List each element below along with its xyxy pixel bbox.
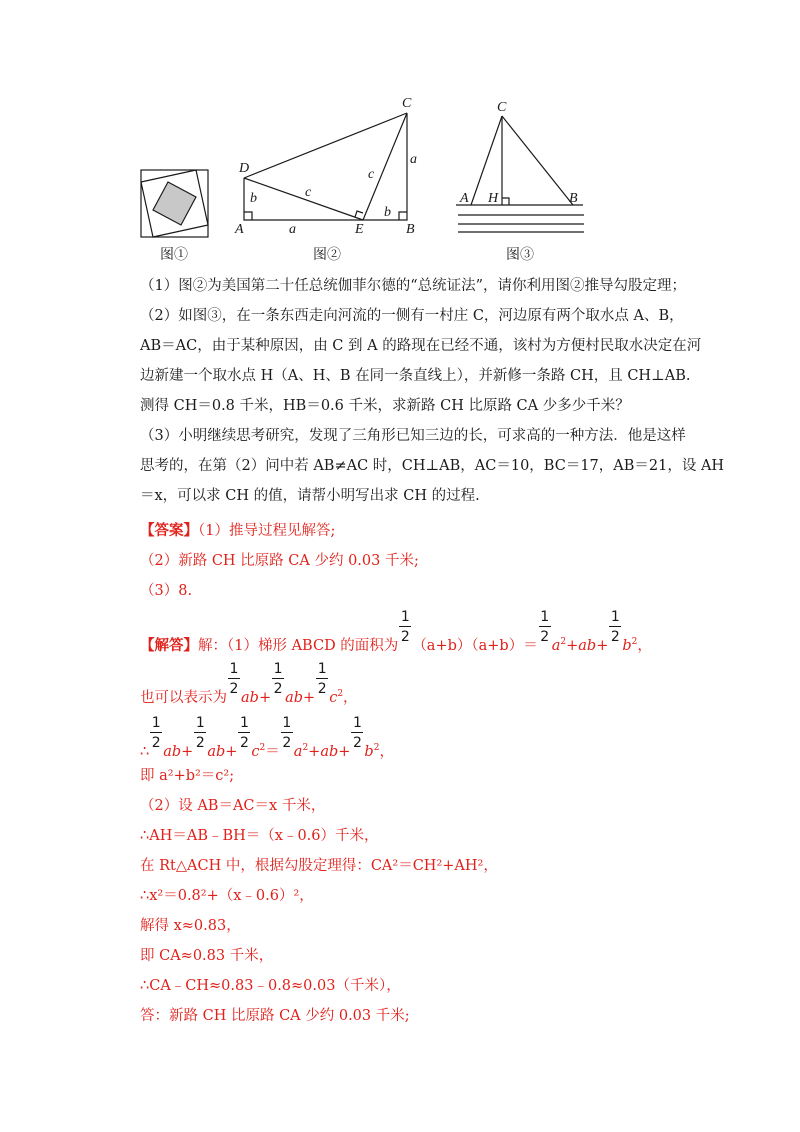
question-part-2-line-4: 测得 CH＝0.8 千米，HB＝0.6 千米，求新路 CH 比原路 CA 少多少千米？	[140, 398, 630, 414]
fig2-side-b-left: b	[250, 191, 257, 206]
solution-5: （2）设 AB＝AC＝x 千米，	[140, 798, 326, 814]
fig2-side-c-ec: c	[368, 167, 375, 182]
fraction-half: $\frac{1}{2}$	[273, 661, 283, 697]
solution-1-pre: 解：（1）梯形 ABCD 的面积为	[198, 638, 399, 654]
fig2-side-c-de: c	[305, 185, 312, 200]
fig2-point-e: E	[355, 222, 364, 237]
fig3-point-a: A	[460, 191, 469, 206]
answer-tag: 【答案】	[140, 522, 198, 539]
question-part-3-line-1: （3）小明继续思考研究，发现了三角形已知三边的长，可求高的一种方法．他是这样	[140, 428, 686, 444]
solution-12: 答：新路 CH 比原路 CA 少约 0.03 千米;	[140, 1008, 410, 1024]
question-part-2-line-1: （2）如图③，在一条东西走向河流的一侧有一村庄 C，河边原有两个取水点 A、B，	[140, 308, 684, 324]
question-part-2-line-2: AB＝AC，由于某种原因，由 C 到 A 的路现在已经不通，该村为方便村民取水决定在河	[140, 338, 702, 354]
fig2-point-d: D	[239, 161, 250, 176]
solution-10: 即 CA≈0.83 千米，	[140, 948, 274, 964]
solution-tag: 【解答】	[140, 637, 198, 654]
fig2-side-a-right: a	[410, 152, 417, 167]
solution-line-2: 也可以表示为 $\frac{1}{2}$ ab+ $\frac{1}{2}$ ab+ $\frac{1}{2}$ $c^2$，	[140, 661, 358, 706]
solution-4: 即 a²+b²＝c²;	[140, 768, 235, 784]
solution-8: ∴x²＝0.8²+（x﹣0.6）²，	[140, 888, 314, 904]
solution-line-3: ∴ $\frac{1}{2}$ ab+ $\frac{1}{2}$ ab+ $\frac{1}{2}$ $c^2=$ $\frac{1}{2}$ $a^2+ab+$ $\frac{1}{2}$ $b^2$，	[140, 715, 394, 760]
question-part-1: （1）图②为美国第二十任总统伽菲尔德的“总统证法”，请你利用图②推导勾股定理；	[140, 278, 687, 294]
answer-3: （3）8.	[140, 583, 193, 599]
fig3-point-h: H	[488, 191, 499, 206]
solution-9: 解得 x≈0.83，	[140, 918, 241, 934]
figure-2-caption: 图②	[313, 247, 341, 263]
figures-area	[0, 0, 800, 270]
fig3-point-c: C	[497, 100, 507, 115]
question-part-3-line-2: 思考的，在第（2）问中若 AB≠AC 时，CH⊥AB，AC＝10，BC＝17，AB＝21，设 AH	[140, 458, 725, 474]
solution-7: 在 Rt△ACH 中，根据勾股定理得：CA²＝CH²+AH²，	[140, 858, 498, 874]
solution-1-mid: （a+b）（a+b）＝	[412, 638, 538, 654]
fig2-point-c: C	[402, 96, 412, 111]
question-part-2-line-3: 边新建一个取水点 H（A、H、B 在同一条直线上），并新修一条路 CH，且 CH⊥AB.	[140, 368, 691, 384]
figure-1-caption: 图①	[160, 247, 188, 263]
figures-svg	[0, 0, 800, 270]
fraction-half: $\frac{1}{2}$	[352, 715, 362, 751]
fraction-half: $\frac{1}{2}$	[229, 661, 239, 697]
figure-3-river-triangle	[456, 116, 584, 232]
fraction-half: $\frac{1}{2}$	[195, 715, 205, 751]
answer-1: （1）推导过程见解答;	[198, 523, 336, 539]
figure-3-caption: 图③	[506, 247, 534, 263]
fraction-half: $\frac{1}{2}$	[540, 609, 550, 645]
fraction-half: $\frac{1}{2}$	[282, 715, 292, 751]
fig2-side-b-bottom: b	[384, 205, 391, 220]
figure-2-trapezoid	[244, 113, 407, 220]
fig2-point-b: B	[406, 222, 415, 237]
fraction-half: $\frac{1}{2}$	[151, 715, 161, 751]
fig3-point-b: B	[569, 191, 578, 206]
fraction-half: $\frac{1}{2}$	[610, 609, 620, 645]
fraction-half: $\frac{1}{2}$	[317, 661, 327, 697]
figure-1-square-diagram	[141, 170, 208, 237]
solution-2-pre: 也可以表示为	[140, 690, 227, 706]
fig2-side-a-bottom: a	[289, 222, 296, 237]
solution-11: ∴CA﹣CH≈0.83﹣0.8≈0.03（千米），	[140, 978, 401, 994]
solution-6: ∴AH＝AB﹣BH＝（x﹣0.6）千米，	[140, 828, 379, 844]
fig2-point-a: A	[235, 222, 244, 237]
fraction-half: $\frac{1}{2}$	[400, 609, 410, 645]
answer-2: （2）新路 CH 比原路 CA 少约 0.03 千米;	[140, 553, 419, 569]
question-part-3-line-3: ＝x，可以求 CH 的值，请帮小明写出求 CH 的过程.	[140, 488, 480, 504]
solution-line-1: 【解答】解：（1）梯形 ABCD 的面积为 $\frac{1}{2}$ （a+b）（a+b）＝ $\frac{1}{2}$ $a^2+ab+$ $\frac{1}{2}$ $b^2$，	[140, 609, 652, 654]
answer-line-1	[140, 521, 700, 541]
fraction-half: $\frac{1}{2}$	[239, 715, 249, 751]
